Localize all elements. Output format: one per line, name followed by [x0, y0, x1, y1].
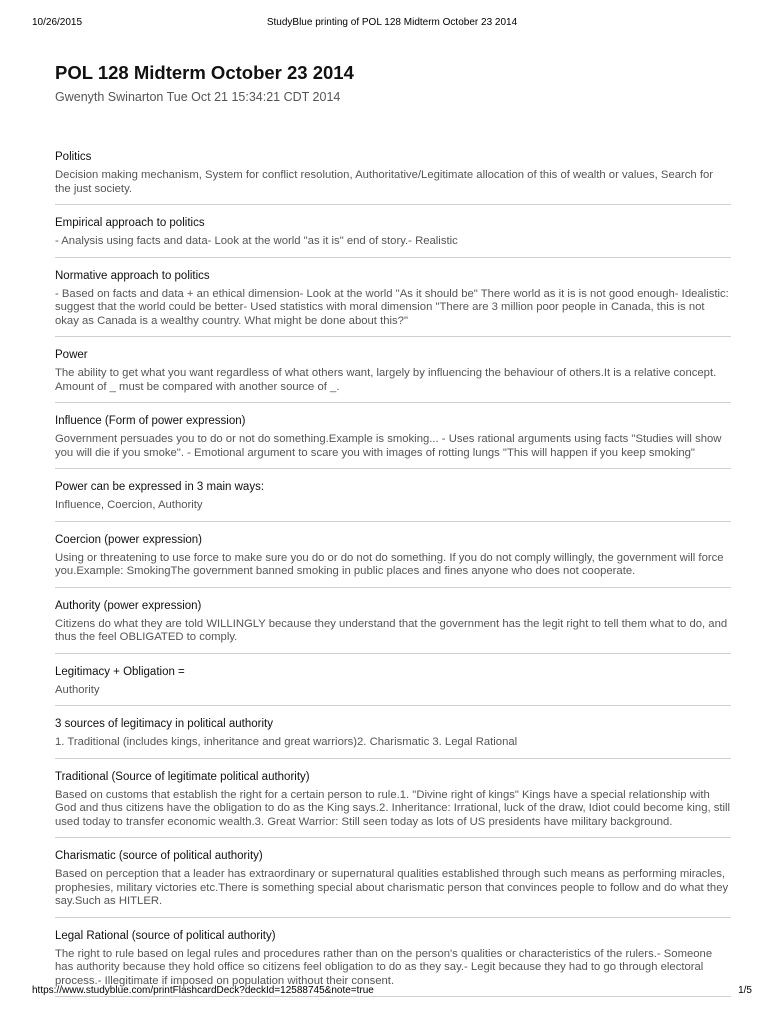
flashcard-term: Empirical approach to politics	[55, 217, 205, 229]
flashcard-definition: - Analysis using facts and data- Look at the world "as it is" end of story.- Realistic	[55, 235, 458, 247]
flashcard-term: Coercion (power expression)	[55, 533, 203, 546]
flashcard	[55, 337, 731, 403]
flashcard-definition: Citizens do what they are told WILLINGLY because they understand that the government has the legit right to tell them what to do, and thus the feel OBLIGATED to comply.	[55, 617, 728, 643]
flashcard-term: Politics	[55, 151, 92, 163]
page-number: 1/5	[738, 985, 752, 996]
flashcard	[55, 654, 731, 707]
flashcard-list	[55, 140, 731, 997]
flashcard-definition: The ability to get what you want regardless of what others want, largely by influencing the behaviour of others.It is a relative concept. Amount of _ must be compared with another source of _.	[55, 367, 717, 393]
flashcard	[55, 759, 731, 839]
print-footer	[32, 985, 752, 999]
flashcard	[55, 258, 731, 338]
flashcard-definition: Decision making mechanism, System for conflict resolution, Authoritative/Legitimate allocation of this of wealth or values, Search for the just society.	[55, 169, 714, 195]
flashcard	[55, 469, 731, 522]
flashcard	[55, 706, 731, 759]
flashcard-term: Legitimacy + Obligation =	[55, 665, 185, 678]
print-url: https://www.studyblue.com/printFlashcardDeck?deckId=12588745&note=true	[32, 985, 374, 996]
flashcard-definition: The right to rule based on legal rules and procedures rather than on the person's qualities or characteristics of the rulers.- Someone has authority because they hold office so citizens feel obligation to do as they say.- Legit because they had to go through electoral process.- Illegitimate if imposed on population without their consent.	[55, 947, 713, 987]
print-title: StudyBlue printing of POL 128 Midterm October 23 2014	[266, 17, 518, 28]
flashcard-definition: Authority	[55, 683, 100, 696]
flashcard	[55, 522, 731, 588]
flashcard-definition: Government persuades you to do or not do something.Example is smoking... - Uses rational arguments using facts "Studies will show you will die if you smoke". - Emotional argument to scare you with images of rotting lungs "This will happen if you keep smoking"	[55, 433, 722, 459]
flashcard-definition: Using or threatening to use force to make sure you do or do not do something. If you do not comply willingly, the government will force you.Example: SmokingThe government banned smoking in public places and fines anyone who does not cooperate.	[55, 551, 724, 577]
flashcard-definition: 1. Traditional (includes kings, inheritance and great warriors)2. Charismatic 3. Legal Rational	[55, 736, 518, 748]
print-header	[32, 17, 752, 31]
flashcard-term: Charismatic (source of political authority)	[55, 850, 263, 862]
document-meta: Gwenyth Swinarton Tue Oct 21 15:34:21 CDT 2014	[55, 90, 341, 104]
flashcard-term: Power can be expressed in 3 main ways:	[55, 481, 265, 493]
flashcard	[55, 588, 731, 654]
flashcard-term: Legal Rational (source of political authority)	[55, 929, 276, 942]
flashcard	[55, 403, 731, 469]
flashcard	[55, 205, 731, 258]
flashcard-term: Authority (power expression)	[55, 599, 202, 612]
flashcard-definition: - Based on facts and data + an ethical dimension- Look at the world "As it should be" There world as it is is not good enough- Idealistic: suggest that the world could be better- Used statistics with moral dimension "There are 3 million poor people in Canada, this is not okay as Canada is a wealthy country. What might be done about this?"	[55, 287, 729, 327]
flashcard-definition: Influence, Coercion, Authority	[55, 499, 203, 511]
page-title: POL 128 Midterm October 23 2014	[55, 62, 354, 83]
flashcard-definition: Based on perception that a leader has extraordinary or supernatural qualities established through such means as performing miracles, prophesies, military victories etc.There is something special about charismatic person that convinces people to follow and do what they say.Such as HITLER.	[55, 868, 729, 907]
flashcard-term: Power	[55, 349, 88, 361]
flashcard-term: 3 sources of legitimacy in political authority	[55, 718, 273, 730]
flashcard	[55, 838, 731, 918]
flashcard-term: Traditional (Source of legitimate political authority)	[55, 770, 310, 783]
flashcard-term: Normative approach to politics	[55, 269, 210, 282]
flashcard	[55, 140, 731, 205]
flashcard-definition: Based on customs that establish the right for a certain person to rule.1. "Divine right of kings" Kings have a special relationship with God and thus citizens have the obligation to do as the King says.2. Inheritance: Irrational, luck of the draw, Idiot could become king, still used today to transfer economic wealth.3. Great Warrior: Still seen today as lots of US presidents have military background.	[55, 788, 731, 828]
flashcard-term: Influence (Form of power expression)	[55, 415, 246, 427]
print-date: 10/26/2015	[32, 17, 83, 28]
